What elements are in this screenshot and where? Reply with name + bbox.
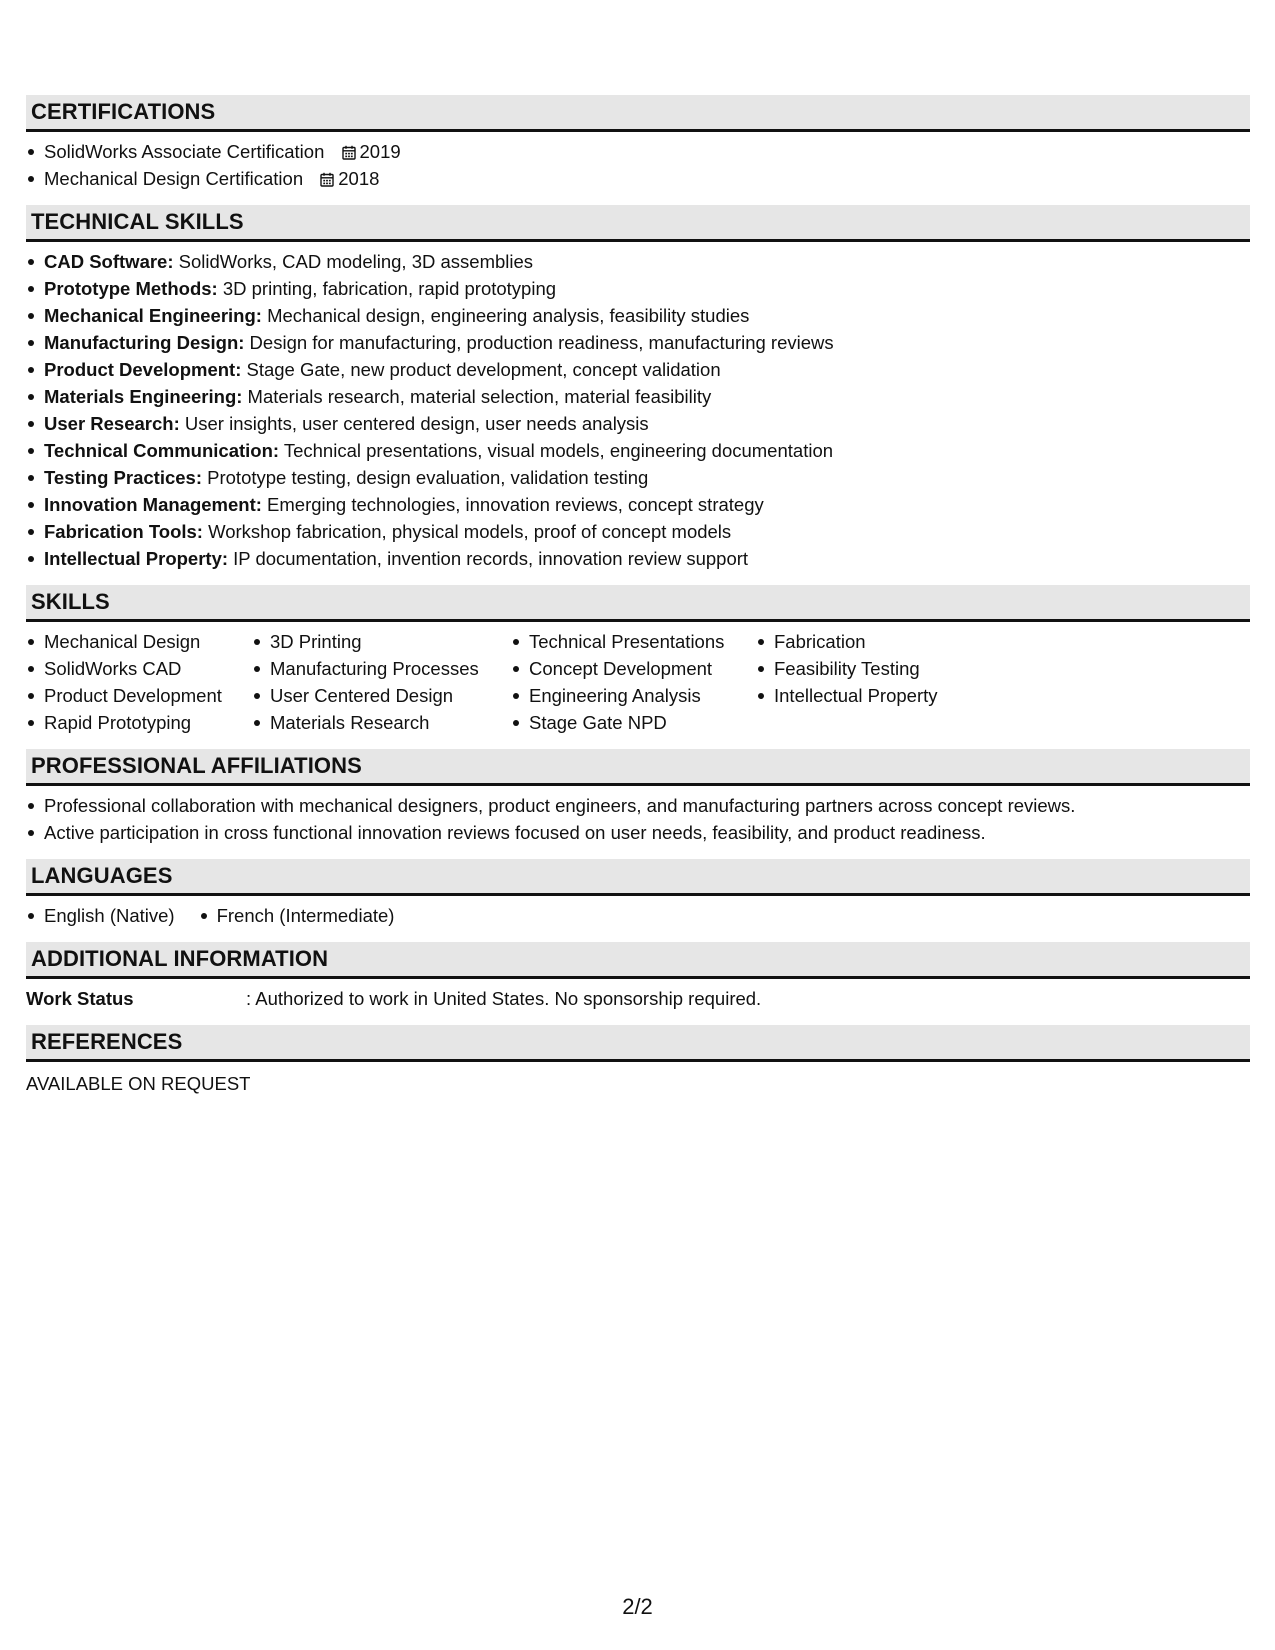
technical-skill-text: IP documentation, invention records, innovation review support [228, 548, 749, 569]
affiliation-item: Professional collaboration with mechanical designers, product engineers, and manufacturing partners across concept reviews. [26, 792, 1250, 819]
page-number: 2/2 [622, 1594, 653, 1619]
affiliations-header: PROFESSIONAL AFFILIATIONS [26, 749, 1250, 786]
technical-skill-text: Prototype testing, design evaluation, validation testing [202, 467, 649, 488]
skills-column [511, 628, 756, 736]
technical-skill-label: Manufacturing Design: [44, 332, 245, 353]
affiliations-list [26, 792, 1250, 846]
skill-item: Product Development [26, 682, 252, 709]
technical-skill-text: 3D printing, fabrication, rapid prototyping [217, 278, 557, 299]
technical-skill-text: Emerging technologies, innovation reviews, concept strategy [261, 494, 764, 515]
skills-column [756, 628, 1016, 736]
technical-skill-item [26, 302, 1250, 329]
skill-item: Concept Development [511, 655, 756, 682]
technical-skills-list [26, 248, 1250, 572]
skill-item: Technical Presentations [511, 628, 756, 655]
technical-skill-text: User insights, user centered design, user needs analysis [179, 413, 649, 434]
certification-item [26, 138, 1250, 165]
resume-page [26, 95, 1250, 1097]
technical-skill-text: Materials research, material selection, material feasibility [242, 386, 712, 407]
technical-skill-label: User Research: [44, 413, 180, 434]
references-text: AVAILABLE ON REQUEST [26, 1073, 251, 1094]
skill-item: Rapid Prototyping [26, 709, 252, 736]
technical-skill-item [26, 464, 1250, 491]
skill-item: SolidWorks CAD [26, 655, 252, 682]
technical-skill-label: Mechanical Engineering: [44, 305, 262, 326]
calendar-icon [342, 145, 356, 160]
references-header: REFERENCES [26, 1025, 1250, 1062]
technical-skill-text: Workshop fabrication, physical models, proof of concept models [202, 521, 732, 542]
technical-skill-text: Stage Gate, new product development, concept validation [241, 359, 721, 380]
additional-info-header: ADDITIONAL INFORMATION [26, 942, 1250, 979]
technical-skill-item [26, 248, 1250, 275]
technical-skill-item [26, 518, 1250, 545]
language-item: French (Intermediate) [199, 902, 395, 929]
work-status-value: : Authorized to work in United States. No sponsorship required. [246, 988, 762, 1009]
skill-item: Fabrication [756, 628, 1016, 655]
skill-item: Intellectual Property [756, 682, 1016, 709]
certification-name: Mechanical Design Certification [44, 168, 304, 189]
skills-columns [26, 628, 1250, 736]
skill-item: Engineering Analysis [511, 682, 756, 709]
technical-skill-label: Fabrication Tools: [44, 521, 203, 542]
skill-item: Stage Gate NPD [511, 709, 756, 736]
skill-item: Manufacturing Processes [252, 655, 511, 682]
skill-item: Feasibility Testing [756, 655, 1016, 682]
certification-year: 2019 [359, 141, 401, 162]
technical-skill-item [26, 383, 1250, 410]
skill-item: Materials Research [252, 709, 511, 736]
skill-item: User Centered Design [252, 682, 511, 709]
technical-skill-label: Intellectual Property: [44, 548, 229, 569]
calendar-icon [320, 172, 334, 187]
technical-skill-label: Innovation Management: [44, 494, 262, 515]
affiliation-item: Active participation in cross functional innovation reviews focused on user needs, feasibility, and product readiness. [26, 819, 1250, 846]
technical-skill-item [26, 275, 1250, 302]
technical-skill-label: CAD Software: [44, 251, 174, 272]
technical-skill-item [26, 437, 1250, 464]
certification-item [26, 165, 1250, 192]
languages-header: LANGUAGES [26, 859, 1250, 896]
skills-header: SKILLS [26, 585, 1250, 622]
certification-name: SolidWorks Associate Certification [44, 141, 325, 162]
certifications-list [26, 138, 1250, 192]
work-status-label: Work Status [26, 988, 134, 1009]
technical-skill-item [26, 410, 1250, 437]
technical-skill-text: Design for manufacturing, production readiness, manufacturing reviews [244, 332, 834, 353]
technical-skills-header: TECHNICAL SKILLS [26, 205, 1250, 242]
languages-list [26, 902, 1250, 929]
skill-item: 3D Printing [252, 628, 511, 655]
technical-skill-label: Product Development: [44, 359, 242, 380]
skill-item: Mechanical Design [26, 628, 252, 655]
skills-column [252, 628, 511, 736]
language-item: English (Native) [26, 902, 175, 929]
technical-skill-label: Testing Practices: [44, 467, 202, 488]
certifications-header: CERTIFICATIONS [26, 95, 1250, 132]
technical-skill-item [26, 491, 1250, 518]
technical-skill-text: SolidWorks, CAD modeling, 3D assemblies [173, 251, 534, 272]
technical-skill-text: Technical presentations, visual models, engineering documentation [279, 440, 834, 461]
technical-skill-label: Technical Communication: [44, 440, 280, 461]
technical-skill-text: Mechanical design, engineering analysis, feasibility studies [261, 305, 750, 326]
technical-skill-item [26, 329, 1250, 356]
certification-year: 2018 [338, 168, 380, 189]
skills-column [26, 628, 252, 736]
technical-skill-item [26, 545, 1250, 572]
technical-skill-item [26, 356, 1250, 383]
technical-skill-label: Materials Engineering: [44, 386, 243, 407]
technical-skill-label: Prototype Methods: [44, 278, 218, 299]
work-status-row [26, 979, 1250, 1012]
